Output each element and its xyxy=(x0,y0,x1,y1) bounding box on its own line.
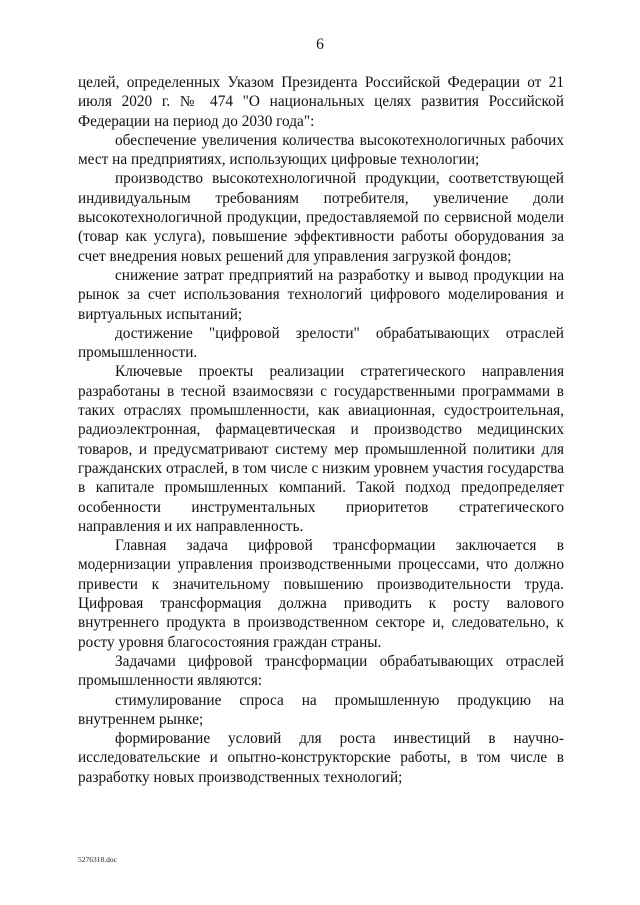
paragraph-continuation: целей, определенных Указом Президента Российской Федерации от 21 июля 2020 г. № 474 "О национальных целях развития Российской Федерации на период до 2030 года": xyxy=(78,74,564,130)
paragraph: стимулирование спроса на промышленную продукцию на внутреннем рынке; xyxy=(78,691,564,728)
paragraph: снижение затрат предприятий на разработку и вывод продукции на рынок за счет использования технологий цифрового моделирования и виртуальных испытаний; xyxy=(78,266,564,323)
page-number: 6 xyxy=(316,36,324,53)
paragraph: производство высокотехнологичной продукции, соответствующей индивидуальным требованиям потребителя, увеличение доли высокотехнологичной продукции, предоставляемой по сервисной модели (товар как услуга), повышение эффективности работы оборудования за счет внедрения новых решений для управления загрузкой фондов; xyxy=(78,170,564,265)
document-body xyxy=(78,73,564,787)
paragraph: обеспечение увеличения количества высокотехнологичных рабочих мест на предприятиях, использующих цифровые технологии; xyxy=(78,131,564,169)
paragraph: формирование условий для роста инвестиций в научно-исследовательские и опытно-конструкторские работы, в том числе в разработку новых производственных технологий; xyxy=(78,730,564,786)
paragraph: Ключевые проекты реализации стратегического направления разработаны в тесной взаимосвязи с государственными программами в таких отраслях промышленности, как авиационная, судостроительная, радиоэлектронная, фармацевтическая и производство медицинских товаров, и предусматривают систему мер промышленной политики для гражданских отраслей, в том числе с низким уровнем участия государства в капитале промышленных компаний. Такой подход предопределяет особенности инструментальных приоритетов стратегического направления и их направленность. xyxy=(78,363,564,535)
paragraph: достижение "цифровой зрелости" обрабатывающих отраслей промышленности. xyxy=(78,324,564,362)
paragraph: Задачами цифровой трансформации обрабатывающих отраслей промышленности являются: xyxy=(78,652,564,690)
paragraph: Главная задача цифровой трансформации заключается в модернизации управления производственными процессами, что должно привести к значительному повышению производительности труда. Цифровая трансформация должна приводить к росту валового внутреннего продукта в производственном секторе и, следовательно, к росту уровня благосостояния граждан страны. xyxy=(78,537,564,651)
file-label: 5276318.doc xyxy=(78,855,117,864)
